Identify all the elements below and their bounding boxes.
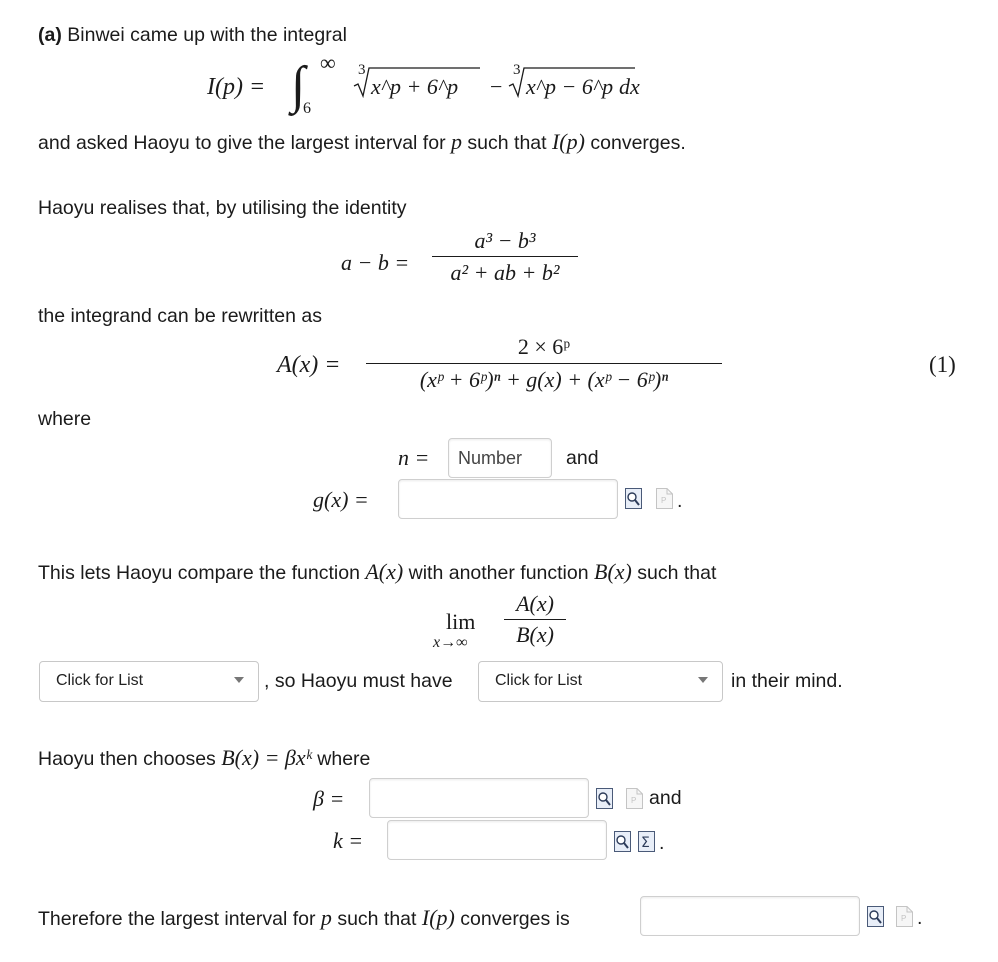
equation-number: (1) [929,352,956,377]
and-text-1: and [566,447,599,469]
rewrite-text: the integrand can be rewritten as [38,305,323,327]
compare-text: This lets Haoyu compare the function A(x) with another function B(x) such that [38,559,717,584]
g-period: . [677,490,683,512]
chevron-down-icon [698,677,708,683]
root-term-2: x^p − 6^p [526,74,614,99]
a-function-fraction [366,334,722,393]
integral-lower-limit: 6 [303,100,311,117]
n-label: n = [398,445,430,470]
question-intro [38,24,347,47]
a-function-lhs: A(x) = [277,352,341,378]
preview-icon[interactable] [625,488,642,509]
n-input[interactable] [448,438,552,478]
k-label: k = [333,828,364,853]
limit-select-2[interactable]: Click for List [478,661,723,702]
document-icon[interactable] [896,906,913,927]
document-icon[interactable] [626,788,643,809]
n-input-placeholder: Number [458,448,523,468]
middle-text: , so Haoyu must have [264,670,453,692]
root-term-1: x^p + 6^p [371,74,459,99]
preview-icon[interactable] [867,906,884,927]
end-text: in their mind. [731,670,843,692]
chevron-down-icon [234,677,244,683]
identity-lhs: a − b = [341,250,410,275]
interval-period: . [917,907,923,929]
limit-select-1[interactable]: Click for List [39,661,259,702]
choose-text: Haoyu then chooses B(x) = βxᵏ where [38,745,371,770]
a-function-numerator: 2 × 6ᵖ [517,334,571,359]
svg-text:P: P [901,914,907,923]
identity-text: Haoyu realises that, by utilising the identity [38,197,407,219]
preview-icon[interactable] [596,788,613,809]
asked-line: and asked Haoyu to give the largest interval for p such that I(p) converges. [38,129,686,154]
svg-text:Σ: Σ [641,835,650,851]
integral-minus: − [490,74,503,99]
interval-input[interactable] [640,896,860,936]
g-input[interactable] [398,479,618,519]
beta-label: β = [313,786,345,811]
where-text: where [38,408,92,430]
preview-icon[interactable] [614,831,631,852]
conclusion-text: Therefore the largest interval for p such that I(p) converges is [38,905,570,930]
limit-fraction: A(x) B(x) [504,591,566,648]
beta-input[interactable] [369,778,589,818]
integral-upper-limit: ∞ [320,50,336,75]
integral-dx: dx [619,74,640,99]
integral-sign: ∫ [291,57,306,114]
integral-lhs: I(p) = [207,74,266,100]
document-icon[interactable] [656,488,673,509]
root-index-1: 3 [358,62,366,78]
identity-fraction: a³ − b³ a² + ab + b² [432,228,578,286]
part-label: (a) [38,24,62,46]
k-input[interactable] [387,820,607,860]
k-period: . [659,832,665,854]
root-index-2: 3 [513,62,521,78]
intro-text: Binwei came up with the integral [67,24,347,46]
svg-text:P: P [631,796,637,805]
g-label: g(x) = [313,487,369,512]
sigma-icon[interactable] [638,831,655,852]
a-function-denominator: (xᵖ + 6ᵖ)ⁿ + g(x) + (xᵖ − 6ᵖ)ⁿ [419,367,669,392]
and-text-2: and [649,787,682,809]
svg-text:P: P [661,496,667,505]
